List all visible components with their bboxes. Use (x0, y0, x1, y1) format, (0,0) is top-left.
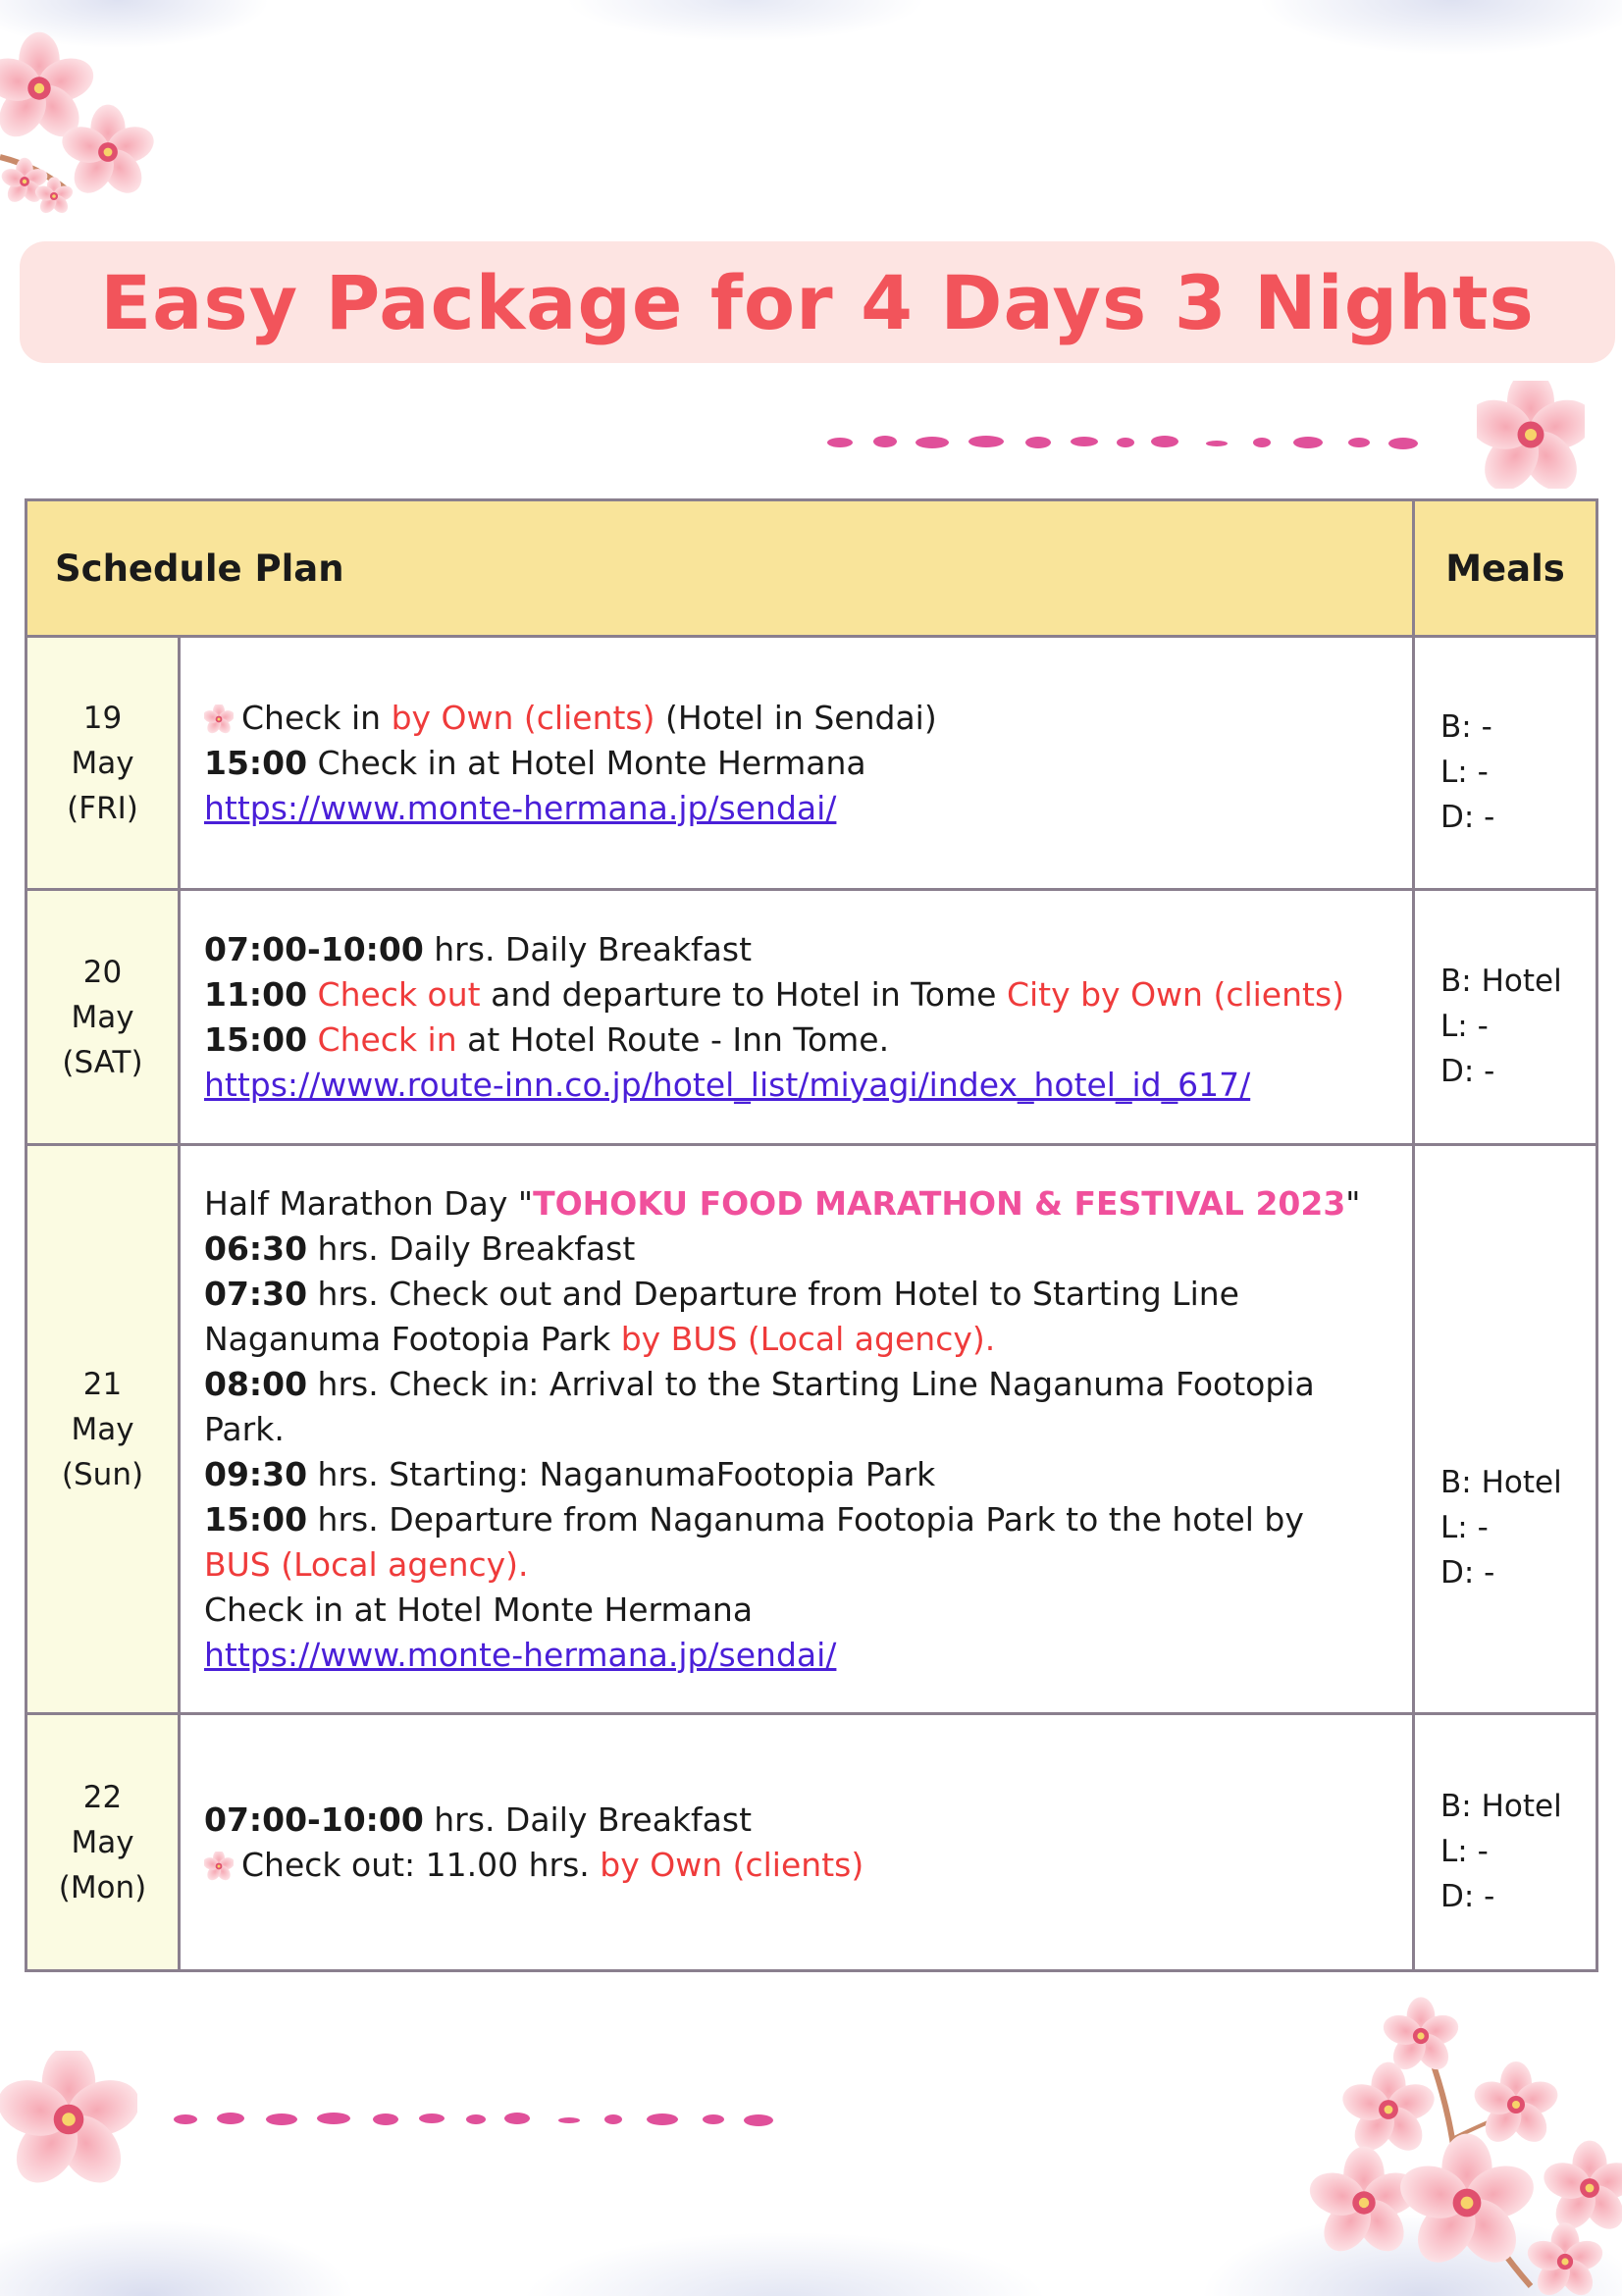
plan-line (204, 1843, 1388, 1888)
plan-line (204, 1633, 1388, 1678)
meals-cell (1414, 890, 1597, 1145)
table-row (26, 1714, 1597, 1971)
meal-item: D: - (1440, 799, 1495, 835)
hotel-link[interactable]: https://www.monte-hermana.jp/sendai/ (204, 788, 837, 827)
plan-text: hrs. Check out and Departure from Hotel to Starting Line (307, 1274, 1239, 1313)
date-cell (26, 890, 180, 1145)
plan-text (307, 1020, 318, 1059)
plan-text: Check out (317, 974, 481, 1014)
plan-text: Check out: 11.00 hrs. (241, 1845, 601, 1884)
plan-text: 15:00 (204, 1019, 308, 1059)
date-month: May (71, 1411, 134, 1447)
hotel-link[interactable]: https://www.monte-hermana.jp/sendai/ (204, 1635, 837, 1674)
plan-text: TOHOKU FOOD MARATHON & FESTIVAL 2023 (533, 1183, 1346, 1223)
cherry-blossom-icon (0, 20, 167, 216)
cherry-blossom-icon (0, 2051, 137, 2188)
flower-icon (204, 701, 234, 730)
meals-cell (1414, 1145, 1597, 1714)
meal-item: B: Hotel (1440, 1464, 1562, 1500)
watercolor-wash-top (0, 0, 1622, 88)
plan-text: hrs. Check in: Arrival to the Starting Line Naganuma Footopia (307, 1364, 1315, 1403)
plan-line (204, 972, 1388, 1018)
meal-item: D: - (1440, 1053, 1495, 1089)
date-month: May (71, 745, 134, 781)
plan-line (204, 1542, 1388, 1588)
plan-text: hrs. Daily Breakfast (423, 929, 753, 968)
plan-text: at Hotel Route - Inn Tome. (456, 1019, 890, 1059)
table-row (26, 637, 1597, 890)
plan-text: " (1345, 1183, 1361, 1223)
plan-text: (Hotel in Sendai) (654, 698, 937, 737)
date-month: May (71, 999, 134, 1035)
plan-text: 07:30 (204, 1274, 308, 1313)
meal-item: L: - (1440, 1509, 1489, 1545)
plan-text: Naganuma Footopia Park (204, 1319, 621, 1358)
plan-text: 09:30 (204, 1454, 308, 1493)
plan-text: by Own (clients) (600, 1845, 864, 1884)
plan-text: 15:00 (204, 743, 308, 782)
plan-text: 06:30 (204, 1228, 308, 1268)
date-month: May (71, 1824, 134, 1860)
plan-line (204, 1226, 1388, 1272)
plan-text: Park. (204, 1409, 285, 1448)
cherry-blossom-icon (1477, 381, 1585, 489)
plan-cell (180, 890, 1414, 1145)
plan-line (204, 1018, 1388, 1063)
plan-text: Check in (241, 698, 392, 737)
date-day: 19 (82, 700, 123, 736)
flower-icon (204, 1848, 234, 1877)
date-cell (26, 1145, 180, 1714)
plan-line (204, 1407, 1388, 1452)
plan-text: 07:00-10:00 (204, 929, 424, 968)
meal-item: L: - (1440, 1833, 1489, 1869)
plan-text: hrs. Daily Breakfast (423, 1800, 753, 1839)
date-day: 20 (82, 954, 123, 990)
plan-text: by BUS (Local agency). (620, 1319, 996, 1358)
plan-text: hrs. Daily Breakfast (307, 1228, 636, 1268)
date-cell (26, 637, 180, 890)
plan-line (204, 1362, 1388, 1407)
plan-text: 11:00 (204, 974, 308, 1014)
plan-text: Half Marathon Day " (204, 1183, 534, 1223)
dashed-brush-divider (824, 428, 1433, 457)
meal-item: B: Hotel (1440, 1788, 1562, 1824)
plan-text: City by Own (clients) (1006, 974, 1345, 1014)
meal-item: L: - (1440, 754, 1489, 790)
plan-line (204, 1181, 1388, 1226)
plan-line (204, 1588, 1388, 1633)
schedule-plan-header: Schedule Plan (26, 500, 1414, 637)
meals-cell (1414, 1714, 1597, 1971)
plan-line (204, 696, 1388, 741)
meal-item: L: - (1440, 1008, 1489, 1044)
plan-text: Check in at Hotel Monte Hermana (204, 1590, 754, 1629)
plan-text: hrs. Starting: NaganumaFootopia Park (307, 1454, 936, 1493)
meal-item: B: - (1440, 708, 1492, 745)
plan-text: Check in at Hotel Monte Hermana (307, 743, 866, 782)
date-weekday: (SAT) (62, 1044, 143, 1080)
plan-line (204, 1272, 1388, 1317)
meal-item: D: - (1440, 1878, 1495, 1914)
plan-text: and departure to Hotel in Tome (480, 974, 1007, 1014)
plan-line (204, 786, 1388, 831)
plan-text: by Own (clients) (391, 698, 655, 737)
table-row (26, 1145, 1597, 1714)
dashed-brush-divider (172, 2105, 790, 2134)
plan-line (204, 1798, 1388, 1843)
cherry-blossom-branch-icon (1295, 1992, 1622, 2296)
date-day: 22 (82, 1779, 123, 1815)
plan-line (204, 927, 1388, 972)
date-weekday: (Mon) (58, 1869, 147, 1905)
plan-text: Check in (317, 1019, 457, 1059)
meals-cell (1414, 637, 1597, 890)
date-weekday: (Sun) (61, 1456, 144, 1492)
meal-item: D: - (1440, 1554, 1495, 1591)
plan-text: BUS (Local agency). (204, 1544, 529, 1584)
plan-line (204, 741, 1388, 786)
plan-text: hrs. Departure from Naganuma Footopia Park to the hotel by (307, 1499, 1304, 1539)
meal-item: B: Hotel (1440, 963, 1562, 999)
page-title: Easy Package for 4 Days 3 Nights (100, 258, 1535, 346)
title-banner (20, 241, 1615, 363)
plan-text: 15:00 (204, 1499, 308, 1539)
schedule-table (25, 498, 1598, 1972)
plan-cell (180, 637, 1414, 890)
plan-line (204, 1497, 1388, 1542)
hotel-link[interactable]: https://www.route-inn.co.jp/hotel_list/miyagi/index_hotel_id_617/ (204, 1065, 1251, 1104)
plan-text: 07:00-10:00 (204, 1800, 424, 1839)
date-day: 21 (82, 1366, 123, 1402)
date-weekday: (FRI) (67, 790, 138, 826)
plan-line (204, 1317, 1388, 1362)
table-header-row (26, 500, 1597, 637)
plan-text (307, 975, 318, 1014)
plan-cell (180, 1714, 1414, 1971)
plan-cell (180, 1145, 1414, 1714)
plan-line (204, 1063, 1388, 1108)
plan-line (204, 1452, 1388, 1497)
table-row (26, 890, 1597, 1145)
date-cell (26, 1714, 180, 1971)
meals-header: Meals (1414, 500, 1597, 637)
plan-text: 08:00 (204, 1364, 308, 1403)
